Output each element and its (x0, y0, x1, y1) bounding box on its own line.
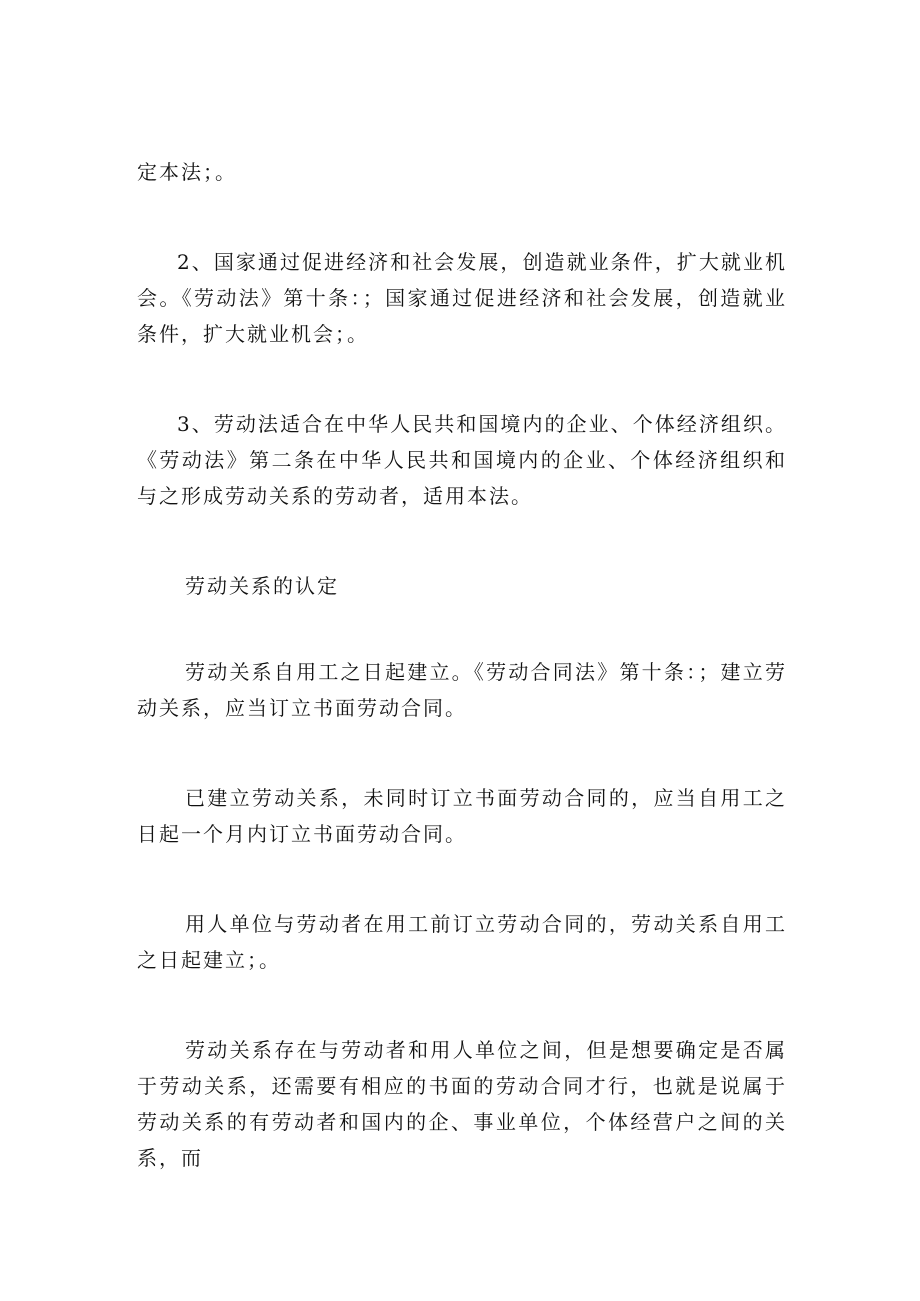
paragraph-labor-relation-established: 劳动关系自用工之日起建立。《劳动合同法》第十条：；建立劳动关系，应当订立书面劳动合同。 (137, 660, 787, 720)
section-heading: 劳动关系的认定 (185, 574, 339, 598)
paragraph-item-2: 2、国家通过促进经济和社会发展，创造就业条件，扩大就业机会。《劳动法》第十条：；国家通过促进经济和社会发展，创造就业条件，扩大就业机会；。 (137, 250, 787, 346)
paragraph-written-contract: 已建立劳动关系，未同时订立书面劳动合同的，应当自用工之日起一个月内订立书面劳动合同。 (137, 786, 787, 846)
paragraph-contract-before-work: 用人单位与劳动者在用工前订立劳动合同的，劳动关系自用工之日起建立；。 (137, 912, 787, 972)
paragraph-item-3: 3、劳动法适合在中华人民共和国境内的企业、个体经济组织。《劳动法》第二条在中华人民共和国境内的企业、个体经济组织和与之形成劳动关系的劳动者，适用本法。 (137, 412, 787, 508)
paragraph-continuation: 定本法；。 (137, 160, 237, 184)
paragraph-labor-relation-parties: 劳动关系存在与劳动者和用人单位之间，但是想要确定是否属于劳动关系，还需要有相应的书面的劳动合同才行，也就是说属于劳动关系的有劳动者和国内的企、事业单位，个体经营户之间的关系，而 (137, 1038, 787, 1170)
document-body (137, 154, 787, 1230)
